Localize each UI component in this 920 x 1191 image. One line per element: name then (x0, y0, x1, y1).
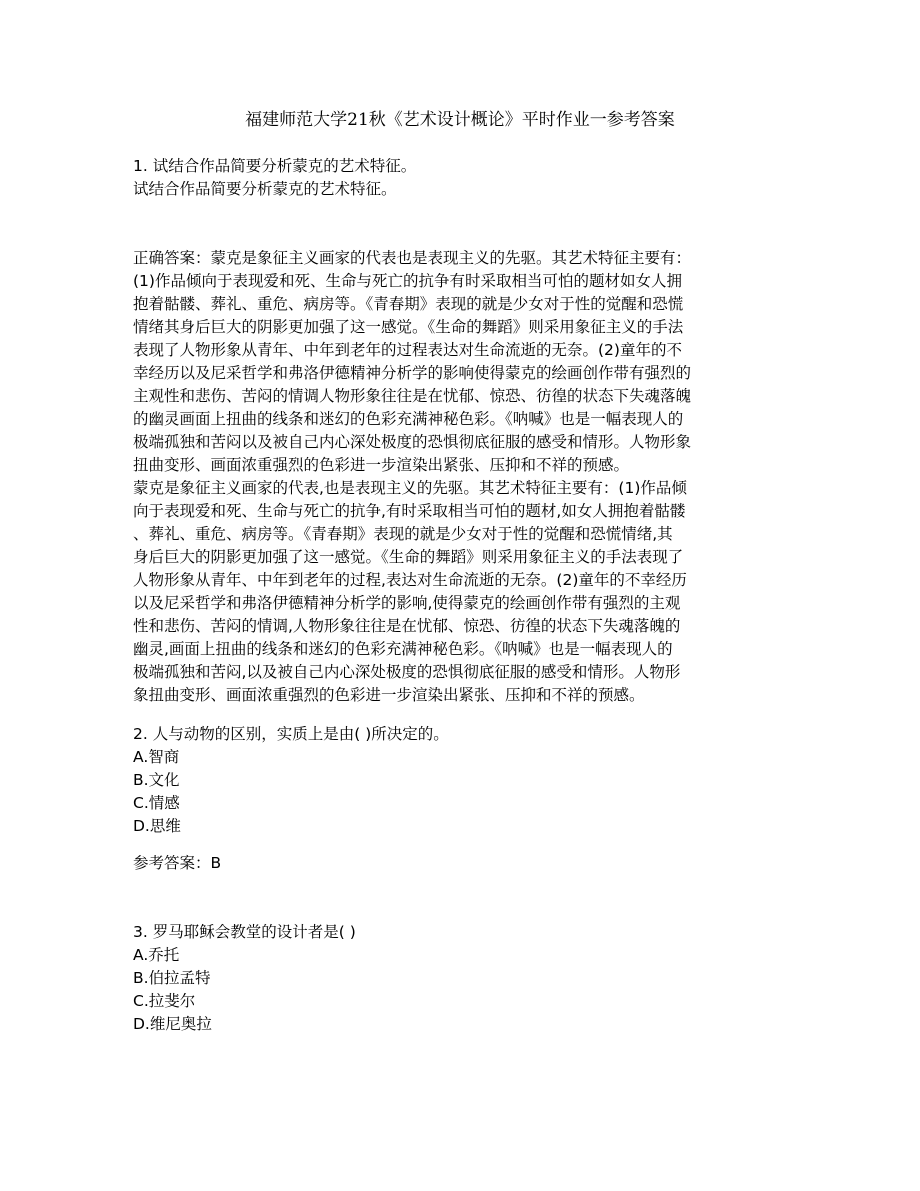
answer-line: 主观性和悲伤、苦闷的情调人物形象往往是在忧郁、惊恐、彷徨的状态下失魂落魄 (133, 387, 692, 405)
option-a: A.智商 (133, 748, 180, 766)
answer-line: 以及尼采哲学和弗洛伊德精神分析学的影响,使得蒙克的绘画创作带有强烈的主观 (133, 594, 681, 612)
option-c: C.情感 (133, 794, 180, 812)
question-1-title: 1. 试结合作品简要分析蒙克的艺术特征。 (133, 157, 417, 175)
question-2-answer: 参考答案：B (133, 854, 222, 872)
question-1-answer (133, 247, 793, 707)
answer-line: 向于表现爱和死、生命与死亡的抗争,有时采取相当可怕的题材,如女人拥抱着骷髅 (133, 502, 686, 520)
option-c: C.拉斐尔 (133, 992, 196, 1010)
question-1 (133, 155, 793, 201)
question-2 (133, 723, 793, 838)
option-b: B.伯拉孟特 (133, 969, 211, 987)
answer-line: 幽灵,画面上扭曲的线条和迷幻的色彩充满神秘色彩。《呐喊》也是一幅表现人的 (133, 640, 673, 658)
answer-line: 表现了人物形象从青年、中年到老年的过程表达对生命流逝的无奈。(2)童年的不 (133, 341, 682, 359)
question-3 (133, 921, 793, 1036)
answer-line: 人物形象从青年、中年到老年的过程,表达对生命流逝的无奈。(2)童年的不幸经历 (133, 571, 687, 589)
answer-line: 、葬礼、重危、病房等。《青春期》表现的就是少女对于性的觉醒和恐慌情绪,其 (133, 525, 673, 543)
answer-line: 极端孤独和苦闷,以及被自己内心深处极度的恐惧彻底征服的感受和情形。人物形 (133, 663, 681, 681)
question-3-title: 3. 罗马耶稣会教堂的设计者是( ) (133, 923, 356, 941)
answer-line: (1)作品倾向于表现爱和死、生命与死亡的抗争有时采取相当可怕的题材如女人拥 (133, 272, 682, 290)
answer-line: 扭曲变形、画面浓重强烈的色彩进一步渲染出紧张、压抑和不祥的预感。 (133, 456, 630, 474)
answer-line: 身后巨大的阴影更加强了这一感觉。《生命的舞蹈》则采用象征主义的手法表现了 (133, 548, 684, 566)
answer-line: 象扭曲变形、画面浓重强烈的色彩进一步渲染出紧张、压抑和不祥的预感。 (133, 686, 645, 704)
answer-line: 蒙克是象征主义画家的代表,也是表现主义的先驱。其艺术特征主要有：(1)作品倾 (133, 479, 687, 497)
answer-line: 正确答案：蒙克是象征主义画家的代表也是表现主义的先驱。其艺术特征主要有： (133, 249, 692, 267)
answer-line: 性和悲伤、苦闷的情调,人物形象往往是在忧郁、惊恐、彷徨的状态下失魂落魄的 (133, 617, 681, 635)
document-body (133, 155, 793, 1036)
answer-line: 情绪其身后巨大的阴影更加强了这一感觉。《生命的舞蹈》则采用象征主义的手法 (133, 318, 684, 336)
option-d: D.思维 (133, 817, 181, 835)
option-a: A.乔托 (133, 946, 180, 964)
answer-line: 的幽灵画面上扭曲的线条和迷幻的色彩充满神秘色彩。《呐喊》也是一幅表现人的 (133, 410, 684, 428)
document-title: 福建师范大学21秋《艺术设计概论》平时作业一参考答案 (245, 110, 675, 130)
question-2-title: 2. 人与动物的区别，实质上是由( )所决定的。 (133, 725, 449, 743)
option-d: D.维尼奥拉 (133, 1015, 212, 1033)
answer-line: 幸经历以及尼采哲学和弗洛伊德精神分析学的影响使得蒙克的绘画创作带有强烈的 (133, 364, 692, 382)
question-1-prompt: 试结合作品简要分析蒙克的艺术特征。 (133, 180, 397, 198)
answer-line: 极端孤独和苦闷以及被自己内心深处极度的恐惧彻底征服的感受和情形。人物形象 (133, 433, 692, 451)
option-b: B.文化 (133, 771, 180, 789)
answer-line: 抱着骷髅、葬礼、重危、病房等。《青春期》表现的就是少女对于性的觉醒和恐慌 (133, 295, 684, 313)
